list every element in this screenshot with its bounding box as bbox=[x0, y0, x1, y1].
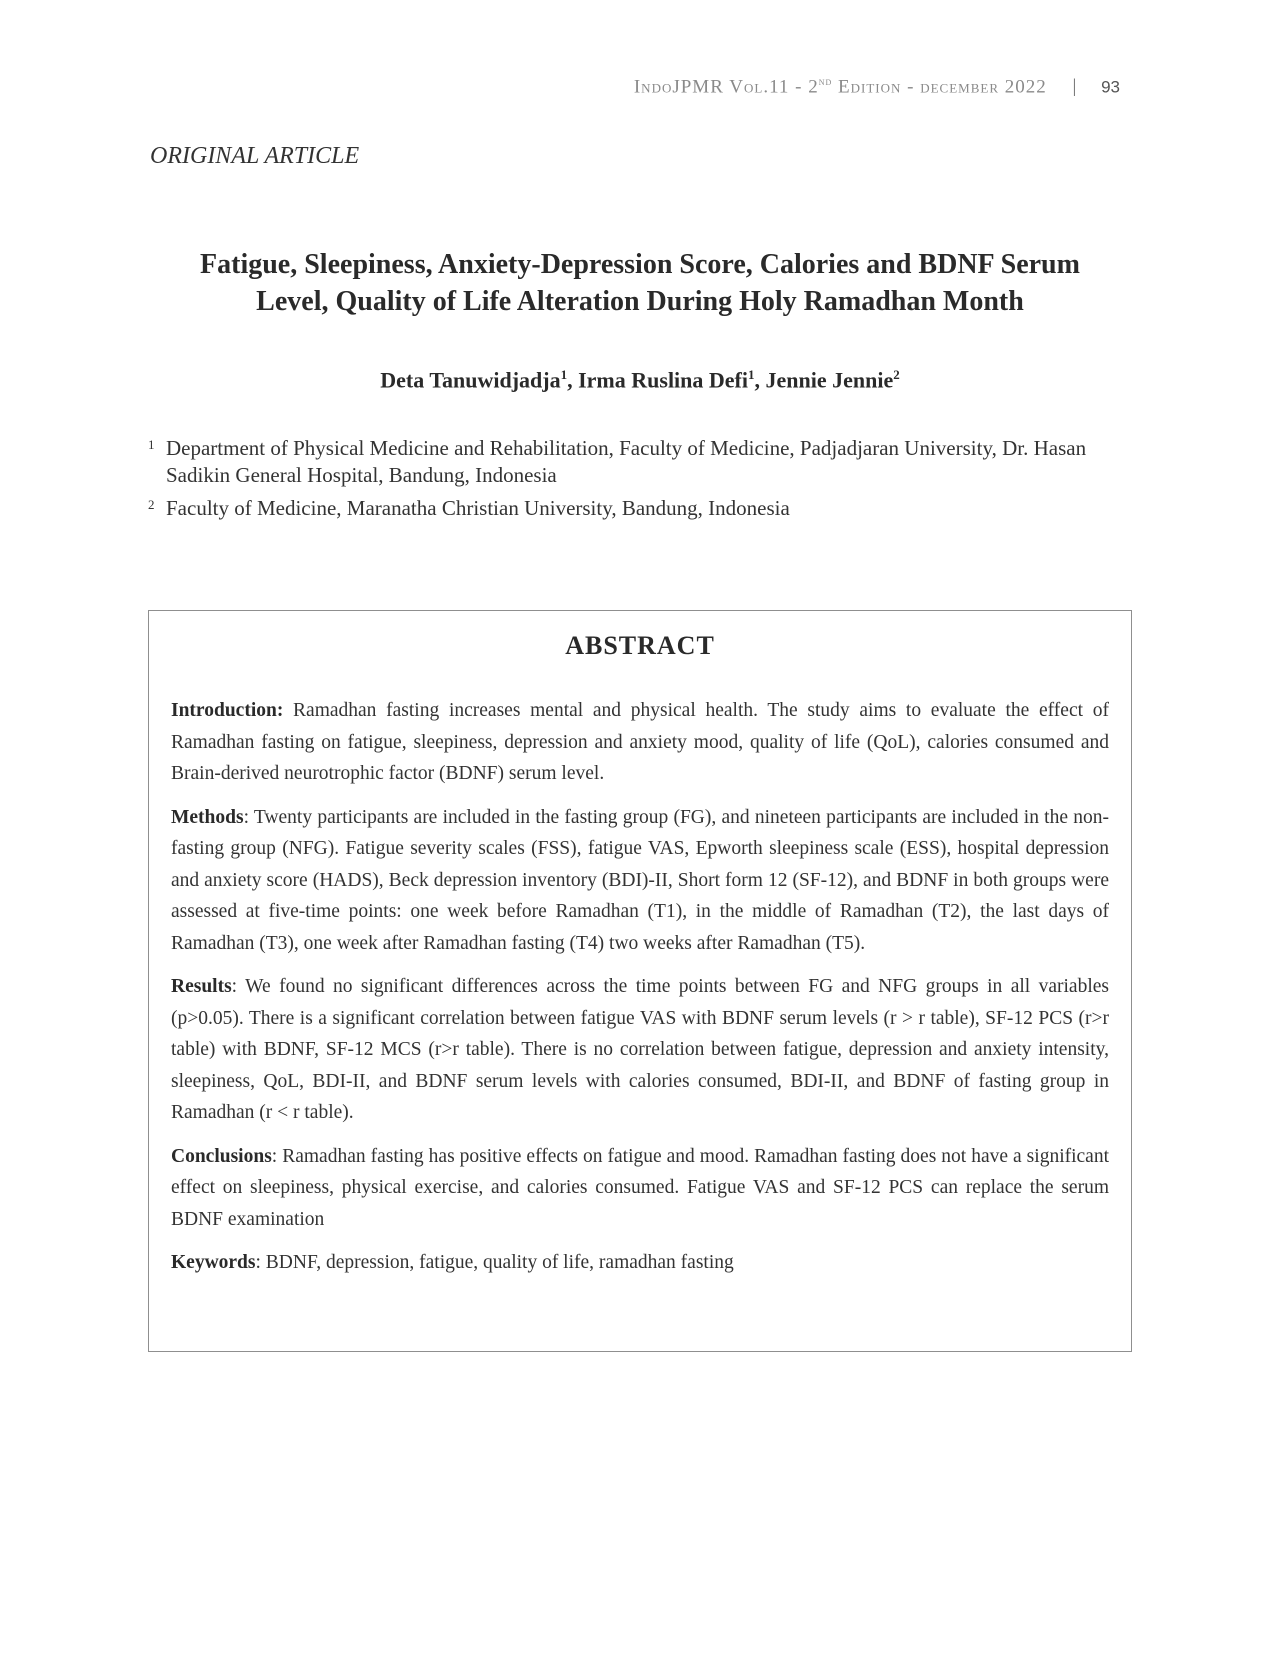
section-text: : Twenty participants are included in the fasting group (FG), and nineteen participants are included in the non-fasting group (NFG). Fatigue severity scales (FSS), fatigue VAS, Epworth sleepiness scale (ESS), hospital depression and anxiety score (HADS), Beck depression inventory (BDI)-II, Short form 12 (SF-12), and BDNF in both groups were assessed at five-time points: one week before Ramadhan (T1), in the middle of Ramadhan (T2), the last days of Ramadhan (T3), one week after Ramadhan fasting (T4) two weeks after Ramadhan (T5). bbox=[171, 806, 1109, 954]
section-label: Results bbox=[171, 976, 232, 997]
abstract-body bbox=[171, 695, 1109, 1291]
author-name: Irma Ruslina Defi bbox=[578, 367, 748, 393]
title-line-1: Fatigue, Sleepiness, Anxiety-Depression Score, Calories and BDNF Serum bbox=[200, 249, 1080, 280]
section-text: : Ramadhan fasting has positive effects on fatigue and mood. Ramadhan fasting does not have a significant effect on sleepiness, physical exercise, and calories consumed. Fatigue VAS and SF-12 PCS can replace the serum BDNF examination bbox=[171, 1145, 1109, 1230]
abstract-keywords bbox=[171, 1247, 1109, 1279]
section-label: Conclusions bbox=[171, 1145, 272, 1167]
abstract-heading: ABSTRACT bbox=[565, 631, 715, 660]
section-label: Keywords bbox=[171, 1252, 256, 1273]
section-text: : BDNF, depression, fatigue, quality of life, ramadhan fasting bbox=[255, 1252, 734, 1273]
journal-name: IndoJPMR Vol.11 - 2 bbox=[633, 76, 819, 98]
abstract-results bbox=[171, 971, 1109, 1129]
section-text: Ramadhan fasting increases mental and physical health. The study aims to evaluate the effect of Ramadhan fasting on fatigue, sleepiness, depression and anxiety mood, quality of life (QoL), calories consumed and Brain-derived neurotrophic factor (BDNF) serum level. bbox=[171, 700, 1109, 784]
author-affiliation-mark: 1 bbox=[560, 367, 568, 382]
affiliation-item bbox=[148, 495, 1138, 522]
section-text: : We found no significant differences across the time points between FG and NFG groups in all variables (p>0.05). There is a significant correlation between fatigue VAS with BDNF serum levels (r > r table), SF-12 PCS (r>r table) with BDNF, SF-12 MCS (r>r table). There is no correlation between fatigue, depression and anxiety intensity, sleepiness, QoL, BDI-II, and BDNF serum levels with calories consumed, BDI-II, and BDNF of fasting group in Ramadhan (r < r table). bbox=[171, 976, 1109, 1123]
abstract-introduction bbox=[171, 695, 1109, 790]
affiliation-list bbox=[148, 435, 1138, 528]
running-header bbox=[560, 76, 1120, 98]
affiliation-text: Faculty of Medicine, Maranatha Christian University, Bandung, Indonesia bbox=[166, 496, 790, 520]
page-number: 93 bbox=[1101, 77, 1120, 97]
author-affiliation-mark: 2 bbox=[893, 367, 900, 382]
header-separator: | bbox=[1072, 76, 1078, 98]
author-separator: , bbox=[754, 367, 766, 393]
affiliation-text: Department of Physical Medicine and Rehabilitation, Faculty of Medicine, Padjadjaran University, Dr. Hasan Sadikin General Hospital, Bandung, Indonesia bbox=[166, 436, 1087, 487]
article-type: ORIGINAL ARTICLE bbox=[150, 143, 360, 169]
edition-date: Edition - december 2022 bbox=[832, 76, 1047, 98]
section-label: Introduction: bbox=[171, 700, 284, 721]
affiliation-item bbox=[148, 435, 1138, 489]
affiliation-number: 2 bbox=[148, 497, 155, 512]
author-name: Deta Tanuwidjadja bbox=[380, 367, 561, 393]
abstract-conclusions bbox=[171, 1141, 1109, 1236]
abstract-box bbox=[148, 610, 1132, 1352]
author-list bbox=[150, 367, 1130, 393]
section-label: Methods bbox=[171, 806, 244, 828]
affiliation-number: 1 bbox=[148, 437, 155, 452]
title-line-2: Level, Quality of Life Alteration During Holy Ramadhan Month bbox=[256, 286, 1024, 317]
edition-superscript: nd bbox=[818, 76, 833, 88]
author-name: Jennie Jennie bbox=[765, 367, 894, 393]
article-title bbox=[150, 246, 1130, 320]
author-affiliation-mark: 1 bbox=[748, 367, 755, 382]
abstract-methods bbox=[171, 802, 1109, 960]
author-separator: , bbox=[567, 367, 579, 393]
